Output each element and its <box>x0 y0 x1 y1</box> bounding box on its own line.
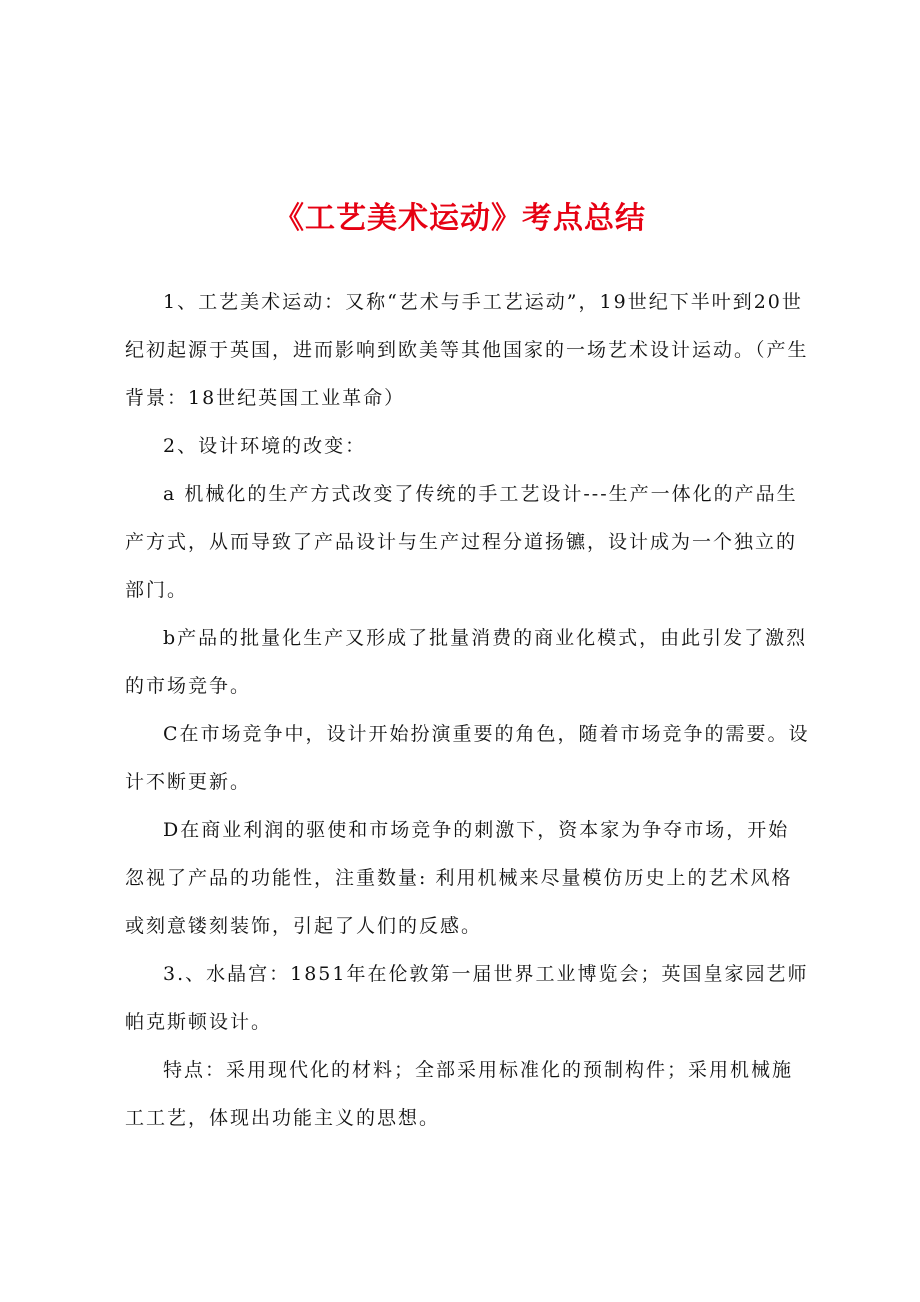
paragraph-features: 特点：采用现代化的材料；全部采用标准化的预制构件；采用机械施工工艺，体现出功能主义的思想。 <box>125 1059 794 1129</box>
paragraph-point-b: b产品的批量化生产又形成了批量消费的商业化模式，由此引发了激烈的市场竞争。 <box>125 627 808 697</box>
paragraph-definition: 1、工艺美术运动：又称“艺术与手工艺运动”，19世纪下半叶到20世纪初起源于英国，进而影响到欧美等其他国家的一场艺术设计运动。（产生背景：18世纪英国工业革命） <box>125 291 809 409</box>
document-body <box>125 278 810 1142</box>
paragraph-point-d: D在商业利润的驱使和市场竞争的刺激下，资本家为争夺市场，开始忽视了产品的功能性，注重数量: 利用机械来尽量模仿历史上的艺术风格或刻意镂刻装饰，引起了人们的反感。 <box>125 819 793 937</box>
paragraph-design-environment-heading: 2、设计环境的改变： <box>163 435 367 457</box>
paragraph-point-a: a 机械化的生产方式改变了传统的手工艺设计---生产一体化的产品生产方式，从而导致了产品设计与生产过程分道扬镳，设计成为一个独立的部门。 <box>125 483 798 601</box>
page-title: 《工艺美术运动》考点总结 <box>274 201 646 236</box>
paragraph-crystal-palace: 3.、水晶宫：1851年在伦敦第一届世界工业博览会；英国皇家园艺师帕克斯顿设计。 <box>125 963 809 1033</box>
paragraph-point-c: C在市场竞争中，设计开始扮演重要的角色，随着市场竞争的需要。设计不断更新。 <box>125 723 810 793</box>
